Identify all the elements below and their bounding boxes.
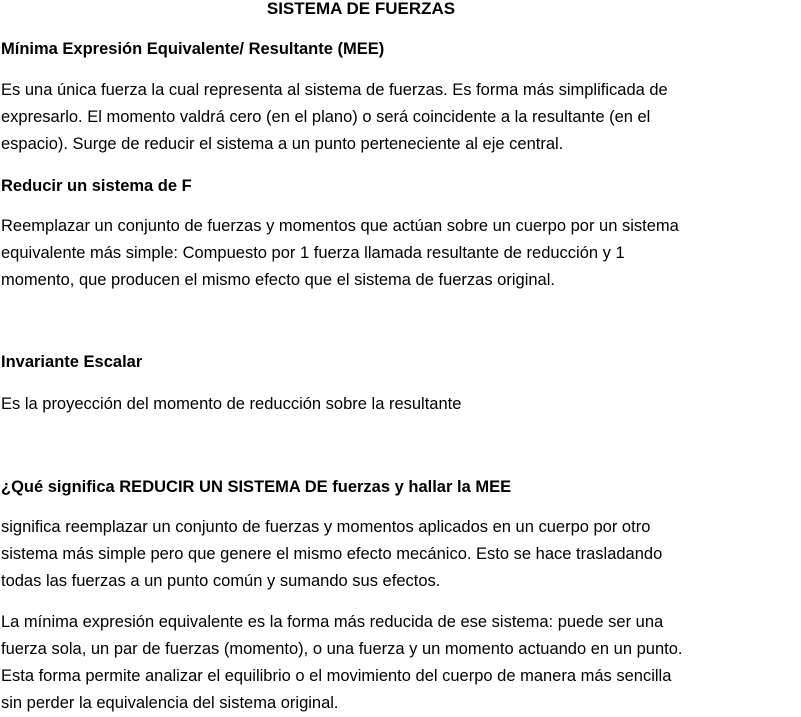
section-heading-mee: Mínima Expresión Equivalente/ Resultante (MEE) [1, 40, 385, 58]
paragraph-line: todas las fuerzas a un punto común y sumando sus efectos. [1, 572, 441, 590]
paragraph-line: Esta forma permite analizar el equilibrio o el movimiento del cuerpo de manera más sencilla [1, 667, 672, 685]
paragraph-mee-definition [1, 77, 801, 158]
paragraph-line: espacio). Surge de reducir el sistema a un punto perteneciente al eje central. [1, 135, 564, 153]
section-heading-que-significa: ¿Qué significa REDUCIR UN SISTEMA DE fuerzas y hallar la MEE [1, 478, 512, 496]
paragraph-line: Reemplazar un conjunto de fuerzas y momentos que actúan sobre un cuerpo por un sistema [1, 217, 679, 235]
paragraph-line: Es una única fuerza la cual representa al sistema de fuerzas. Es forma más simplificada de [1, 81, 668, 99]
document-title: SISTEMA DE FUERZAS [266, 0, 456, 18]
paragraph-line: equivalente más simple: Compuesto por 1 fuerza llamada resultante de reducción y 1 [1, 244, 625, 262]
paragraph-line: expresarlo. El momento valdrá cero (en el plano) o será coincidente a la resultante (en el [1, 108, 651, 126]
paragraph-significado [1, 514, 801, 595]
paragraph-line: Es la proyección del momento de reducción sobre la resultante [1, 395, 462, 413]
paragraph-reducir-definition [1, 213, 801, 294]
paragraph-line: significa reemplazar un conjunto de fuerzas y momentos aplicados en un cuerpo por otro [1, 518, 651, 536]
paragraph-line: sin perder la equivalencia del sistema original. [1, 694, 339, 712]
paragraph-line: momento, que producen el mismo efecto que el sistema de fuerzas original. [1, 271, 555, 289]
section-heading-reducir: Reducir un sistema de F [1, 177, 192, 195]
section-heading-invariante: Invariante Escalar [1, 353, 143, 371]
paragraph-minima-expresion [1, 609, 801, 717]
paragraph-invariante-definition [1, 391, 801, 418]
paragraph-line: La mínima expresión equivalente es la forma más reducida de ese sistema: puede ser una [1, 613, 664, 631]
paragraph-line: fuerza sola, un par de fuerzas (momento), o una fuerza y un momento actuando en un punto. [1, 640, 683, 658]
paragraph-line: sistema más simple pero que genere el mismo efecto mecánico. Esto se hace trasladando [1, 545, 663, 563]
